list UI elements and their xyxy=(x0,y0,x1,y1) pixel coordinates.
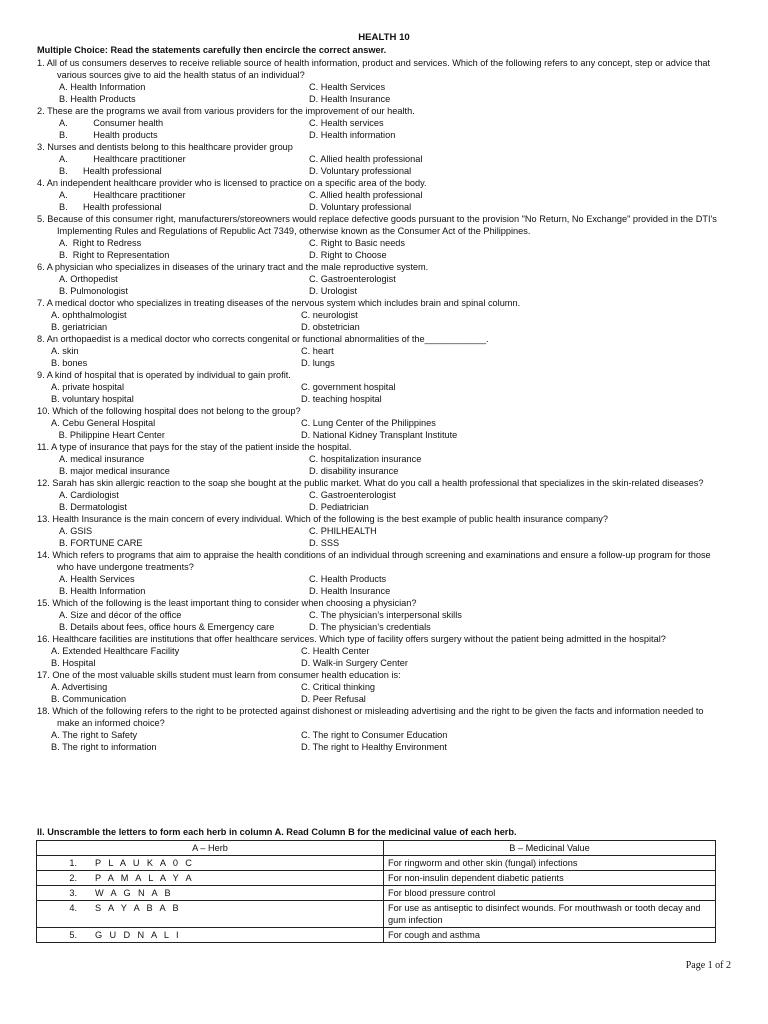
answer-option[interactable]: B. FORTUNE CARE xyxy=(59,538,143,548)
answer-option[interactable]: C. Health Products xyxy=(309,574,387,584)
answer-option[interactable]: D. Health Insurance xyxy=(309,586,391,596)
herb-table xyxy=(36,840,716,943)
answer-option[interactable]: C. Allied health professional xyxy=(309,190,423,200)
question-item xyxy=(37,369,727,405)
question-item xyxy=(37,441,727,477)
answer-choices xyxy=(51,417,727,441)
answer-option[interactable]: D. Walk-in Surgery Center xyxy=(301,658,408,668)
answer-option[interactable]: A. Health Information xyxy=(59,82,146,92)
answer-option[interactable]: C. Gastroenterologist xyxy=(309,274,396,284)
answer-choices xyxy=(59,189,727,213)
scrambled-herb: W A G N A B xyxy=(95,888,173,898)
answer-choices xyxy=(59,81,727,105)
herb-number: 3. xyxy=(69,888,77,898)
answer-option[interactable]: B. geriatrician xyxy=(51,322,108,332)
question-text: Because of this consumer right, manufacturers/storeowners would replace defective goods pursuant to the provision "No Return, No Exchange" provided in the DTI's Implementing Rules and Regulations of Republic Act 7349, otherwise known as the Consumer Act of the Philippines. xyxy=(47,214,717,236)
question-text: Sarah has skin allergic reaction to the soap she bought at the public market. What do you call a health professional that specializes in the skin-related diseases? xyxy=(52,478,704,488)
question-item xyxy=(37,513,727,549)
answer-option[interactable]: D. Voluntary professional xyxy=(309,202,412,212)
question-number: 16. xyxy=(37,634,50,644)
scrambled-herb: S A Y A B A B xyxy=(95,903,182,913)
herb-number: 4. xyxy=(69,903,77,913)
answer-choices xyxy=(59,609,727,633)
herb-cell xyxy=(37,871,384,886)
answer-choices xyxy=(51,381,727,405)
herb-number: 5. xyxy=(69,930,77,940)
question-stem xyxy=(37,705,727,729)
question-item xyxy=(37,213,727,261)
answer-option[interactable]: C. The physician’s interpersonal skills xyxy=(309,610,462,620)
answer-option[interactable]: D. disability insurance xyxy=(309,466,399,476)
answer-choices xyxy=(51,645,727,669)
question-number: 8. xyxy=(37,334,45,344)
answer-option[interactable]: D. Pediatrician xyxy=(309,502,369,512)
herb-number: 2. xyxy=(69,873,77,883)
answer-option[interactable]: B. bones xyxy=(51,358,88,368)
answer-option[interactable]: D. Voluntary professional xyxy=(309,166,412,176)
answer-option[interactable]: D. teaching hospital xyxy=(301,394,382,404)
page-number: Page 1 of 2 xyxy=(685,960,731,971)
medicinal-value-cell: For use as antiseptic to disinfect wounds. For mouthwash or tooth decay and gum infection xyxy=(384,901,716,928)
answer-option[interactable]: B. Health Products xyxy=(59,94,136,104)
answer-option[interactable]: B. The right to information xyxy=(51,742,157,752)
question-item xyxy=(37,405,727,441)
answer-option[interactable]: B. Health Information xyxy=(59,586,146,596)
medicinal-value-cell: For ringworm and other skin (fungal) infections xyxy=(384,856,716,871)
question-text: Which of the following hospital does not belong to the group? xyxy=(52,406,301,416)
question-text: Health Insurance is the main concern of every individual. Which of the following is the best example of public health insurance company? xyxy=(52,514,608,524)
answer-option[interactable]: A. Extended Healthcare Facility xyxy=(51,646,180,656)
answer-option[interactable]: D. Urologist xyxy=(309,286,357,296)
question-number: 10. xyxy=(37,406,50,416)
answer-choices xyxy=(59,237,727,261)
answer-option[interactable]: C. Right to Basic needs xyxy=(309,238,406,248)
answer-option[interactable]: D. Health information xyxy=(309,130,396,140)
answer-choices xyxy=(59,117,727,141)
question-stem xyxy=(37,513,727,525)
question-stem xyxy=(37,633,727,645)
question-number: 15. xyxy=(37,598,50,608)
question-stem xyxy=(37,405,727,417)
answer-option[interactable]: C. heart xyxy=(301,346,334,356)
answer-option[interactable]: A. private hospital xyxy=(51,382,125,392)
question-stem xyxy=(37,105,727,117)
answer-option[interactable]: C. Health Center xyxy=(301,646,370,656)
question-number: 6. xyxy=(37,262,45,272)
question-text: Nurses and dentists belong to this healthcare provider group xyxy=(47,142,293,152)
question-number: 17. xyxy=(37,670,50,680)
question-number: 1. xyxy=(37,58,45,68)
answer-option[interactable]: C. PHILHEALTH xyxy=(309,526,377,536)
answer-option[interactable]: C. The right to Consumer Education xyxy=(301,730,448,740)
section1-instructions: Multiple Choice: Read the statements carefully then encircle the correct answer. xyxy=(37,45,387,55)
question-item xyxy=(37,333,727,369)
answer-option[interactable]: A. Healthcare practitioner xyxy=(59,190,186,200)
answer-option[interactable]: A. Right to Redress xyxy=(59,238,142,248)
question-stem xyxy=(37,213,727,237)
question-text: A physician who specializes in diseases of the urinary tract and the male reproductive system. xyxy=(46,262,429,272)
question-stem xyxy=(37,597,727,609)
answer-option[interactable]: D. Right to Choose xyxy=(309,250,387,260)
herb-cell xyxy=(37,856,384,871)
table-row xyxy=(37,901,716,928)
answer-option[interactable]: C. Health services xyxy=(309,118,384,128)
answer-choices xyxy=(51,729,727,753)
question-item xyxy=(37,669,727,705)
question-item xyxy=(37,633,727,669)
answer-option[interactable]: A. Cardiologist xyxy=(59,490,119,500)
question-text: All of us consumers deserves to receive reliable source of health information, product and services. Which of the following refers to any concept, step or advice that various sources give to aid the health status of an individual? xyxy=(46,58,711,80)
answer-option[interactable]: B. Hospital xyxy=(51,658,96,668)
question-text: Which of the following is the least important thing to consider when choosing a physician? xyxy=(52,598,417,608)
answer-option[interactable]: A. GSIS xyxy=(59,526,93,536)
question-stem xyxy=(37,369,727,381)
answer-option[interactable]: D. National Kidney Transplant Institute xyxy=(301,430,458,440)
answer-choices xyxy=(51,681,727,705)
question-number: 18. xyxy=(37,706,50,716)
question-number: 9. xyxy=(37,370,45,380)
answer-option[interactable]: B. Dermatologist xyxy=(59,502,127,512)
scrambled-herb: P A M A L A Y A xyxy=(95,873,195,883)
question-text: A medical doctor who specializes in treating diseases of the nervous system which includes brain and spinal column. xyxy=(46,298,521,308)
answer-option[interactable]: B. Pulmonologist xyxy=(59,286,128,296)
answer-choices xyxy=(59,489,727,513)
question-text: A kind of hospital that is operated by individual to gain profit. xyxy=(46,370,291,380)
question-text: A type of insurance that pays for the stay of the patient inside the hospital. xyxy=(51,442,352,452)
question-number: 3. xyxy=(37,142,45,152)
answer-option[interactable]: A. Health Services xyxy=(59,574,135,584)
question-item xyxy=(37,141,727,177)
answer-option[interactable]: B. Health professional xyxy=(59,202,162,212)
answer-option[interactable]: D. SSS xyxy=(309,538,340,548)
table-row xyxy=(37,856,716,871)
answer-option[interactable]: B. Health professional xyxy=(59,166,162,176)
answer-choices xyxy=(59,453,727,477)
answer-choices xyxy=(51,309,727,333)
answer-option[interactable]: D. The physician’s credentials xyxy=(309,622,431,632)
answer-option[interactable]: A. skin xyxy=(51,346,79,356)
question-stem xyxy=(37,477,727,489)
question-item xyxy=(37,549,727,597)
medicinal-value-cell: For cough and asthma xyxy=(384,928,716,943)
answer-option[interactable]: A. Healthcare practitioner xyxy=(59,154,186,164)
question-stem xyxy=(37,57,727,81)
answer-option[interactable]: C. Critical thinking xyxy=(301,682,376,692)
question-number: 7. xyxy=(37,298,45,308)
question-stem xyxy=(37,297,727,309)
question-stem xyxy=(37,441,727,453)
question-stem xyxy=(37,549,727,573)
herb-number: 1. xyxy=(69,858,77,868)
question-number: 5. xyxy=(37,214,45,224)
question-item xyxy=(37,297,727,333)
answer-option[interactable]: C. neurologist xyxy=(301,310,358,320)
answer-option[interactable]: C. government hospital xyxy=(301,382,396,392)
herb-table-header xyxy=(37,841,716,856)
question-item xyxy=(37,105,727,141)
question-number: 4. xyxy=(37,178,45,188)
answer-choices xyxy=(59,573,727,597)
question-item xyxy=(37,477,727,513)
question-list xyxy=(37,57,727,753)
answer-option[interactable]: A. The right to Safety xyxy=(51,730,138,740)
answer-option[interactable]: C. hospitalization insurance xyxy=(309,454,422,464)
answer-option[interactable]: B. Right to Representation xyxy=(59,250,170,260)
answer-option[interactable]: A. Advertising xyxy=(51,682,108,692)
question-number: 12. xyxy=(37,478,50,488)
header-medicinal-value: B – Medicinal Value xyxy=(384,841,716,856)
question-number: 14. xyxy=(37,550,50,560)
question-text: Healthcare facilities are institutions that offer healthcare services. Which type of facility offers surgery without the patient being admitted in the hospital? xyxy=(52,634,666,644)
answer-option[interactable]: D. Health Insurance xyxy=(309,94,391,104)
answer-choices xyxy=(51,345,727,369)
question-item xyxy=(37,261,727,297)
page-title: HEALTH 10 xyxy=(358,32,410,43)
answer-option[interactable]: B. Health products xyxy=(59,130,158,140)
scrambled-herb: G U D N A L I xyxy=(95,930,182,940)
answer-option[interactable]: A. Consumer health xyxy=(59,118,164,128)
answer-option[interactable]: D. Peer Refusal xyxy=(301,694,366,704)
question-number: 13. xyxy=(37,514,50,524)
herb-cell xyxy=(37,886,384,901)
answer-choices xyxy=(59,273,727,297)
question-text: An independent healthcare provider who is licensed to practice on a specific area of the body. xyxy=(46,178,427,188)
answer-option[interactable]: C. Gastroenterologist xyxy=(309,490,396,500)
question-text: Which of the following refers to the right to be protected against dishonest or misleading advertising and the right to be given the facts and information needed to make an informed choice? xyxy=(52,706,704,728)
herb-cell xyxy=(37,928,384,943)
question-text: An orthopaedist is a medical doctor who corrects congenital or functional abnormalities of the____________. xyxy=(46,334,489,344)
section2-instructions: II. Unscramble the letters to form each herb in column A. Read Column B for the medicinal value of each herb. xyxy=(37,827,517,837)
answer-option[interactable]: D. obstetrician xyxy=(301,322,360,332)
answer-choices xyxy=(59,153,727,177)
question-item xyxy=(37,57,727,105)
table-row xyxy=(37,871,716,886)
answer-option[interactable]: B. Communication xyxy=(51,694,127,704)
question-text: These are the programs we avail from various providers for the improvement of our health. xyxy=(47,106,415,116)
answer-choices xyxy=(59,525,727,549)
answer-option[interactable]: B. major medical insurance xyxy=(59,466,170,476)
answer-option[interactable]: D. lungs xyxy=(301,358,335,368)
question-number: 2. xyxy=(37,106,45,116)
question-text: Which refers to programs that aim to appraise the health conditions of an individual through screening and examinations and ensure a follow-up program for those who have undergone treatments? xyxy=(52,550,711,572)
herb-cell xyxy=(37,901,384,928)
table-row xyxy=(37,928,716,943)
answer-option[interactable]: D. The right to Healthy Environment xyxy=(301,742,447,752)
answer-option[interactable]: A. Size and décor of the office xyxy=(59,610,182,620)
answer-option[interactable]: C. Allied health professional xyxy=(309,154,423,164)
answer-option[interactable]: A. Orthopedist xyxy=(59,274,118,284)
question-number: 11. xyxy=(37,442,50,452)
question-stem xyxy=(37,669,727,681)
answer-option[interactable]: B. Details about fees, office hours & Emergency care xyxy=(59,622,275,632)
header-herb: A – Herb xyxy=(37,841,384,856)
answer-option[interactable]: C. Lung Center of the Philippines xyxy=(301,418,436,428)
answer-option[interactable]: B. voluntary hospital xyxy=(51,394,134,404)
medicinal-value-cell: For non-insulin dependent diabetic patients xyxy=(384,871,716,886)
answer-option[interactable]: C. Health Services xyxy=(309,82,386,92)
question-stem xyxy=(37,261,727,273)
question-stem xyxy=(37,333,727,345)
question-stem xyxy=(37,177,727,189)
answer-option[interactable]: A. ophthalmologist xyxy=(51,310,127,320)
answer-option[interactable]: A. medical insurance xyxy=(59,454,145,464)
table-row xyxy=(37,886,716,901)
answer-option[interactable]: B. Philippine Heart Center xyxy=(51,430,165,440)
question-text: One of the most valuable skills student must learn from consumer health education is: xyxy=(52,670,401,680)
question-item xyxy=(37,597,727,633)
answer-option[interactable]: A. Cebu General Hospital xyxy=(51,418,156,428)
question-stem xyxy=(37,141,727,153)
herb-table-body xyxy=(37,856,716,943)
question-item xyxy=(37,705,727,753)
medicinal-value-cell: For blood pressure control xyxy=(384,886,716,901)
scrambled-herb: P L A U K A 0 C xyxy=(95,858,195,868)
question-item xyxy=(37,177,727,213)
